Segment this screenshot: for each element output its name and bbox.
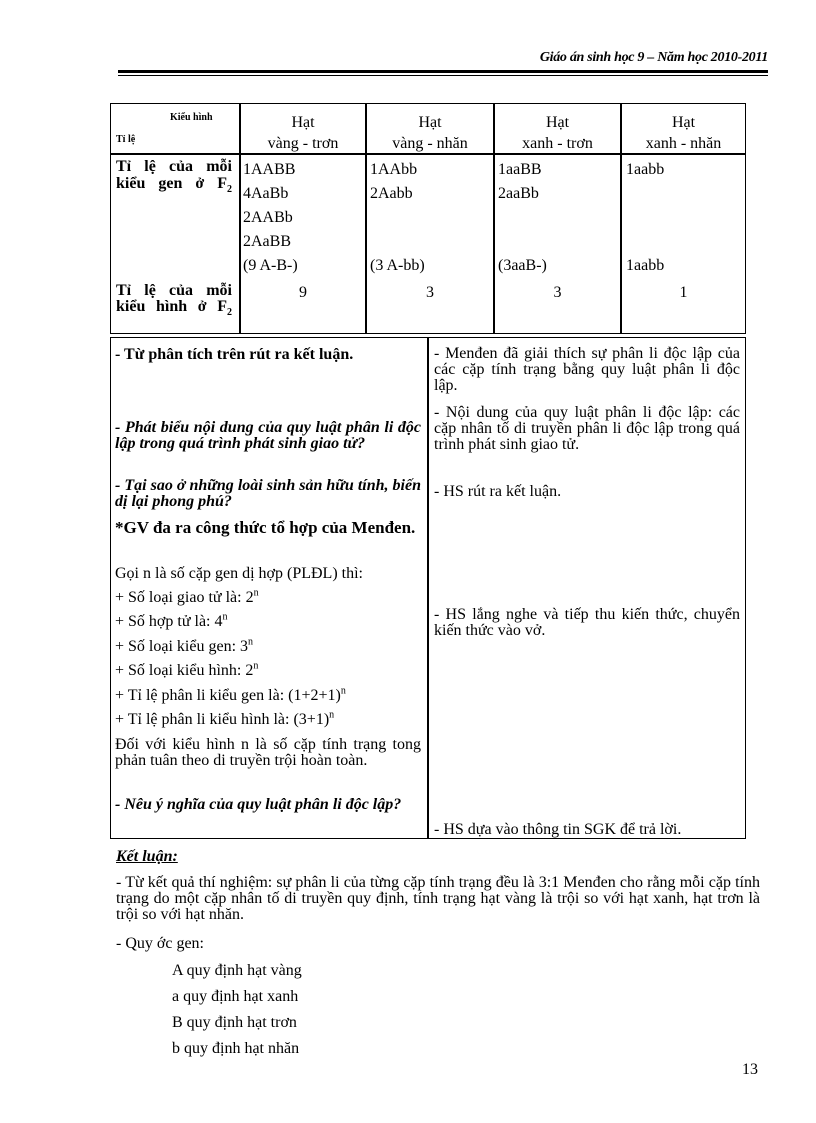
page-header: Giáo án sinh học 9 – Năm học 2010-2011 [539,50,768,65]
formula-genotypes: + Số loại kiểu gen: 3$^n$ [115,636,254,655]
summary-col4: 1aabb [626,257,665,274]
col-header-green-smooth: Hạt xanh - trơn [522,114,593,153]
col-header-yellow-wrinkled: Hạt vàng - nhăn [392,114,468,153]
conclusion-paragraph: - Từ kết quả thí nghiệm: sự phân li của từng cặp tính trạng đều là 3:1 Menđen cho rằng mỗi cặp tính trạng do một cặp nhân tố di truyền quy định, tính trạng hạt vàng là trội so với hạt xanh, hạt trơn là trội so với hạt nhăn. [116,874,760,923]
formula-genotype-ratio: + Tỉ lệ phân li kiểu gen là: $(1+2+1)^n$ [115,685,346,704]
ratio-col4: 1 [679,284,688,301]
genotypes-col4: 1aabb [626,161,665,178]
summary-col3: (3aaB-) [498,257,547,274]
convention-item: B quy định hạt trơn [172,1014,297,1031]
answer-listen: - HS lắng nghe và tiếp thu kiến thức, chuyển kiến thức vào vở. [434,606,740,639]
ratio-col1: 9 [299,284,307,301]
genotypes-col1: 1AABB 4AaBb 2AABb 2AaBB (9 A-B-) [243,161,298,274]
page-number: 13 [742,1061,758,1078]
formula-gametes: + Số loại giao tử là: 2$^n$ [115,587,259,606]
summary-col2: (3 A-bb) [370,257,425,274]
formula-zygotes: + Số hợp tử là: 4$^n$ [115,611,228,630]
corner-label-ratio: Tỉ lệ [116,134,136,145]
convention-item: A quy định hạt vàng [172,962,302,979]
gene-convention-list [172,958,302,1062]
corner-label-phenotype: Kiểu hình [170,112,213,123]
col-header-green-wrinkled: Hạt xanh - nhăn [645,114,722,153]
ratio-col3: 3 [553,284,562,301]
conclusion-heading: Kết luận: [116,848,178,865]
question-variation: - Tại sao ở những loài sinh sản hữu tính, biến dị lại phong phú? [115,477,421,510]
gene-convention-label: - Quy ớc gen: [116,935,204,952]
header-rule-thick [118,70,768,73]
genotypes-col3: 1aaBB 2aaBb [498,161,542,202]
answer-explanation: - Menđen đã giải thích sự phân li độc lập của các cặp tính trạng bằng quy luật phân li độc lập. [434,345,740,394]
row-label-phenotype-ratio: Tỉ lệ của mỗi kiểu hình ở $F_2$ [116,282,232,319]
ratio-col2: 3 [426,284,434,301]
row-label-genotype-ratio: Tỉ lệ của mỗi kiểu gen ở $F_2$ [116,158,232,195]
col-header-yellow-smooth: Hạt vàng - trơn [267,114,339,153]
formula-phenotype-ratio: + Tỉ lệ phân li kiểu hình là: $(3+1)^n$ [115,709,335,728]
question-significance: - Nêu ý nghĩa của quy luật phân li độc lập? [115,796,402,813]
question-content-law: - Phát biểu nội dung của quy luật phân li độc lập trong quá trình phát sinh giao tử? [115,419,421,452]
convention-item: b quy định hạt nhăn [172,1040,300,1057]
formula-phenotypes: + Số loại kiểu hình: 2$^n$ [115,660,259,679]
convention-item: a quy định hạt xanh [172,988,299,1005]
genotypes-col2: 1AAbb 2Aabb [370,161,418,202]
conclusion-prompt: - Từ phân tích trên rút ra kết luận. [115,346,354,363]
header-rule-thin [118,75,768,76]
formula-intro: Gọi n là số cặp gen dị hợp (PLĐL) thì: [115,565,363,582]
answer-sgk: - HS dựa vào thông tin SGK để trả lời. [434,821,682,838]
answer-conclusion: - HS rút ra kết luận. [434,483,562,500]
formula-note: Đối với kiểu hình n là số cặp tính trạng tong phản tuân theo di truyền trội hoàn toàn. [115,736,421,769]
gv-formula-intro: *GV đa ra công thức tổ hợp của Menđen. [115,518,416,537]
answer-law-content: - Nội dung của quy luật phân li độc lập: các cặp nhân tố di truyền phân li độc lập trong quá trình phát sinh giao tử. [434,404,740,453]
